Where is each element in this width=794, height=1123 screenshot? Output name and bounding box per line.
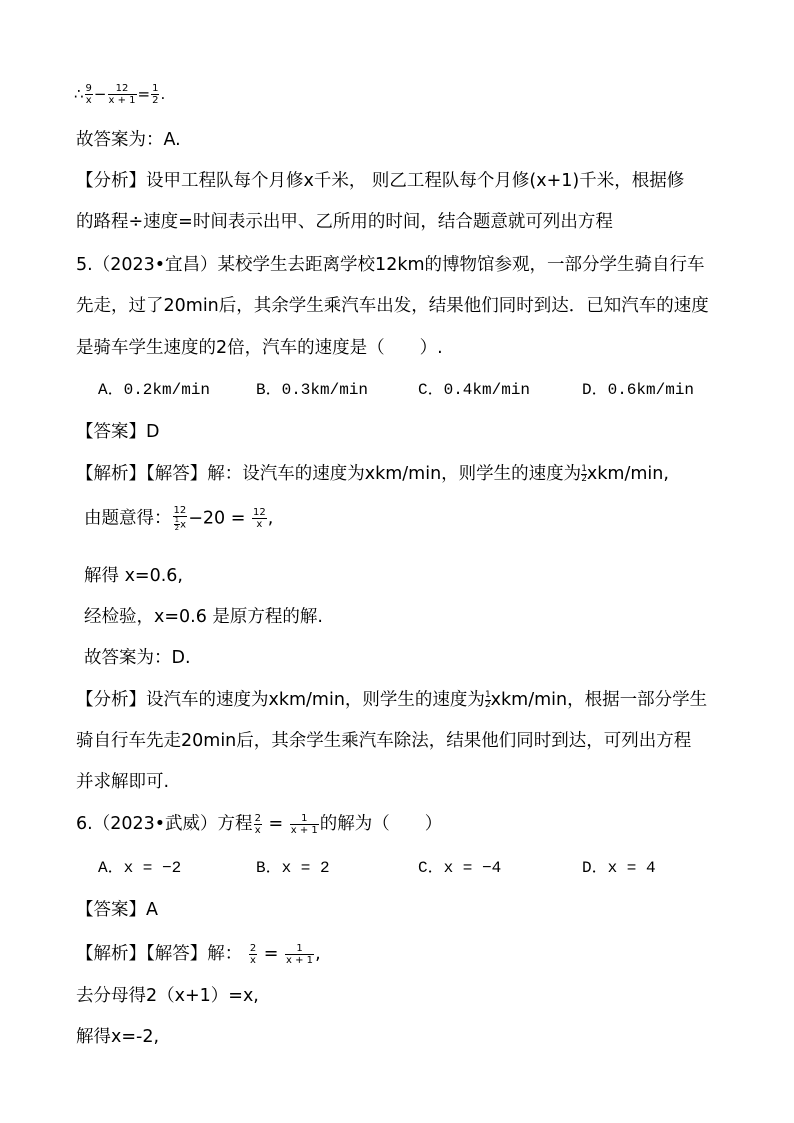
q5-solution-line-3: 解得 x=0.6, <box>84 566 183 586</box>
q6-solution-line-1: 【解析】【解答】解： $\frac{2}{x}$ = $\frac{1}{x + 1}$ , <box>76 942 321 966</box>
q6-option-c: C．x = −4 <box>418 859 502 877</box>
q6-options <box>98 856 656 880</box>
q6-option-b: B．x = 2 <box>256 859 330 877</box>
q6-option-d: D．x = 4 <box>582 859 656 877</box>
equation-line-1: ∴ $\frac{9}{x}$ − $\frac{12}{x + 1}$ = $\frac{1}{2}$ . <box>74 83 166 106</box>
q5-analysis-line-2: 骑自行车先走20min后，其余学生乘汽车除法，结果他们同时到达，可列出方程 <box>76 731 692 751</box>
q5-option-d: D．0.6km/min <box>582 381 695 399</box>
fraction-1-over-2: $\frac{1}{2}$ <box>152 83 159 106</box>
q5-solution-line-4: 经检验，x=0.6 是原方程的解. <box>84 607 323 627</box>
answer-line: 故答案为：A. <box>76 130 181 150</box>
fraction-12-over-half-x: 12 $\frac{1}{2}$ x <box>173 505 187 532</box>
q6-solution-line-3: 解得x=-2, <box>76 1027 160 1047</box>
fraction-2-over-x: $\frac{2}{x}$ <box>249 942 257 966</box>
fraction-one-half: $\frac{1}{2}$ <box>484 689 491 710</box>
therefore-symbol: ∴ <box>74 85 84 103</box>
q6-option-a: A．x = −2 <box>98 859 182 877</box>
q5-stem-line-1: 5.（2023•宜昌）某校学生去距离学校12km的博物馆参观，一部分学生骑自行车 <box>76 255 705 275</box>
q5-stem-line-2: 先走，过了20min后，其余学生乘汽车出发，结果他们同时到达．已知汽车的速度 <box>76 296 709 316</box>
fraction-12-over-x-plus-1: $\frac{12}{x + 1}$ <box>108 83 136 106</box>
analysis-line-2: 的路程÷速度=时间表示出甲、乙所用的时间，结合题意就可列出方程 <box>76 212 613 232</box>
q6-stem: 6.（2023•武威）方程 $\frac{2}{x}$ = $\frac{1}{x + 1}$ 的解为（ ） <box>76 812 443 836</box>
fraction-2-over-x: $\frac{2}{x}$ <box>254 812 261 836</box>
q5-solution-equation: 由题意得： 12 $\frac{1}{2}$ x −20 = $\frac{12}{x}$ , <box>84 505 274 532</box>
q5-options <box>98 378 694 402</box>
q5-solution-line-5: 故答案为：D. <box>84 648 191 668</box>
fraction-9-over-x: $\frac{9}{x}$ <box>85 83 92 106</box>
q5-analysis-line-1: 【分析】设汽车的速度为xkm/min，则学生的速度为 $\frac{1}{2}$ xkm/min，根据一部分学生 <box>76 689 708 710</box>
fraction-1-over-x-plus-1: $\frac{1}{x + 1}$ <box>290 812 318 836</box>
fraction-1-over-x-plus-1: $\frac{1}{x + 1}$ <box>286 942 314 966</box>
q6-solution-line-2: 去分母得2（x+1）=x, <box>76 986 259 1006</box>
q5-option-b: B．0.3km/min <box>256 381 369 399</box>
q5-option-a: A．0.2km/min <box>98 381 211 399</box>
q5-solution-line-1: 【解析】【解答】解：设汽车的速度为xkm/min，则学生的速度为 $\frac{1}{2}$ xkm/min, <box>76 463 669 484</box>
analysis-line-1: 【分析】设甲工程队每个月修x千米， 则乙工程队每个月修(x+1)千米，根据修 <box>76 171 685 191</box>
q6-answer: 【答案】A <box>76 900 158 920</box>
q5-option-c: C．0.4km/min <box>418 381 531 399</box>
fraction-12-over-x: $\frac{12}{x}$ <box>252 507 266 530</box>
fraction-one-half: $\frac{1}{2}$ <box>581 463 587 484</box>
q5-analysis-line-3: 并求解即可. <box>76 772 170 792</box>
q5-answer: 【答案】D <box>76 422 160 442</box>
q5-stem-line-3: 是骑车学生速度的2倍，汽车的速度是（ ）. <box>76 338 443 358</box>
